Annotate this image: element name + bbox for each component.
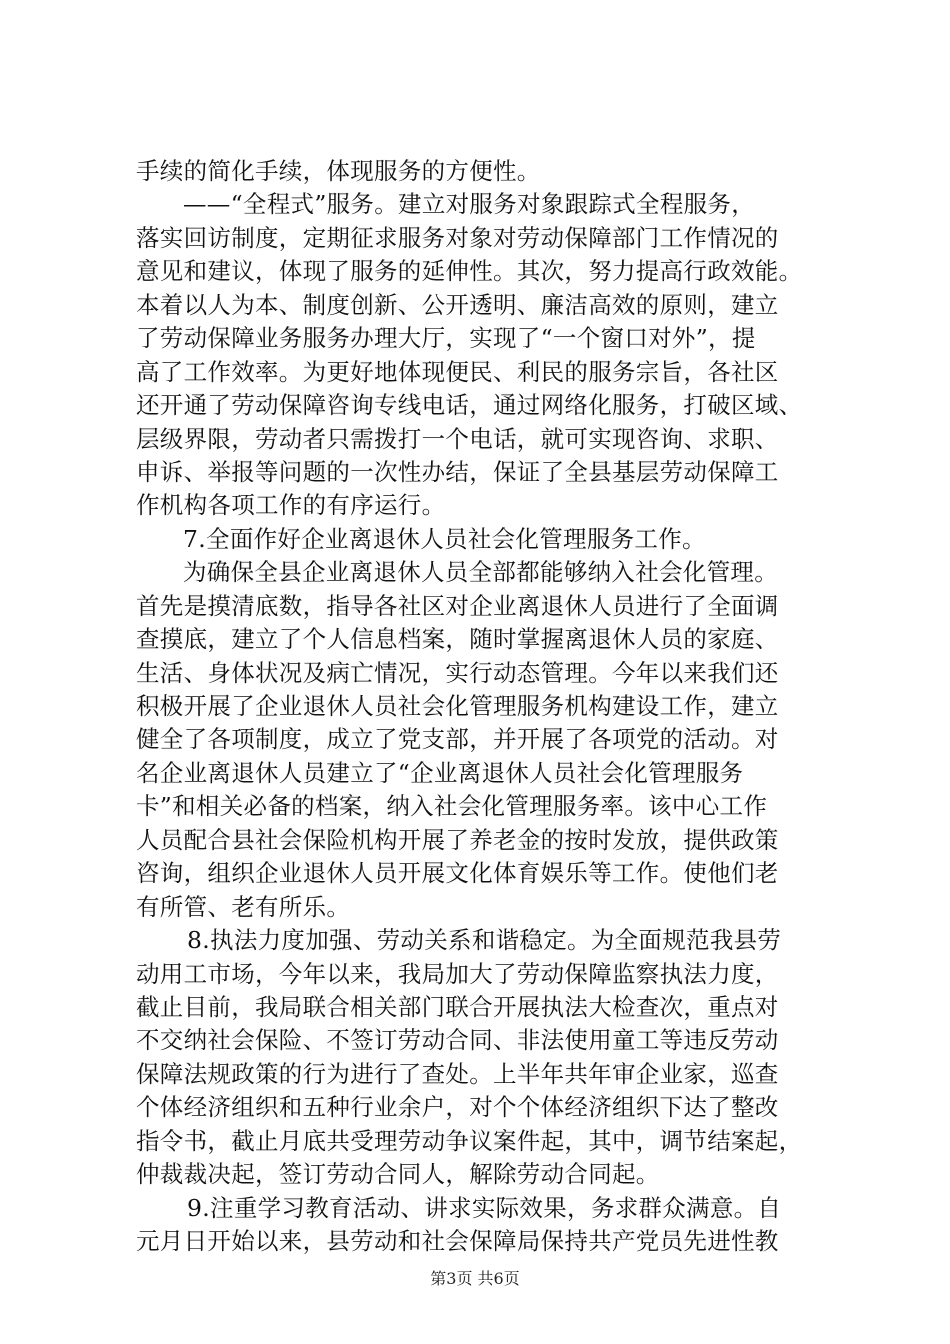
text-line: 生活、身体状况及病亡情况，实行动态管理。今年以来我们还	[136, 658, 779, 687]
text-line: 个体经济组织和五种行业余户，对个个体经济组织下达了整改	[136, 1093, 779, 1122]
text-line: 为确保全县企业离退休人员全部都能够纳入社会化管理。	[183, 558, 778, 587]
text-line: 保障法规政策的行为进行了查处。上半年共年审企业家，巡查	[136, 1059, 779, 1088]
text-line: 积极开展了企业退休人员社会化管理服务机构建设工作，建立	[136, 692, 779, 720]
text-line: 元月日开始以来，县劳动和社会保障局保持共产党员先进性教	[136, 1227, 779, 1255]
document-body	[136, 155, 836, 1258]
text-line: 7.全面作好企业离退休人员社会化管理服务工作。	[183, 524, 706, 553]
text-line: 本着以人为本、制度创新、公开透明、廉洁高效的原则，建立	[136, 290, 779, 319]
page-footer: 第3页 共6页	[430, 1269, 520, 1288]
text-line: 手续的简化手续，体现服务的方便性。	[136, 157, 541, 185]
text-line: 不交纳社会保险、不签订劳动合同、非法使用童工等违反劳动	[136, 1026, 779, 1055]
text-line: 有所管、老有所乐。	[136, 892, 351, 921]
text-line: 截止目前，我局联合相关部门联合开展执法大检查次，重点对	[136, 992, 779, 1021]
text-line: 指令书，截止月底共受理劳动争议案件起，其中，调节结案起，	[136, 1126, 803, 1155]
text-line: 动用工市场，今年以来，我局加大了劳动保障监察执法力度，	[136, 959, 779, 988]
text-line: 8.执法力度加强、劳动关系和谐稳定。为全面规范我县劳	[187, 926, 782, 955]
text-line: 卡”和相关必备的档案，纳入社会化管理服务率。该中心工作	[136, 792, 768, 821]
text-line: 申诉、举报等问题的一次性办结，保证了全县基层劳动保障工	[136, 457, 779, 486]
text-line: 了劳动保障业务服务办理大厅，实现了“一个窗口对外”，提	[136, 324, 756, 353]
text-line: 落实回访制度，定期征求服务对象对劳动保障部门工作情况的	[136, 223, 779, 252]
text-line: 咨询，组织企业退休人员开展文化体育娱乐等工作。使他们老	[136, 859, 779, 888]
text-line: 高了工作效率。为更好地体现便民、利民的服务宗旨，各社区	[136, 357, 779, 386]
text-line: 9.注重学习教育活动、讲求实际效果，务求群众满意。自	[187, 1193, 782, 1222]
text-line: 名企业离退休人员建立了“企业离退休人员社会化管理服务	[136, 758, 744, 787]
text-line: 作机构各项工作的有序运行。	[136, 491, 446, 520]
text-line: 仲裁裁决起，签订劳动合同人，解除劳动合同起。	[136, 1160, 660, 1189]
text-line: 人员配合县社会保险机构开展了养老金的按时发放，提供政策	[136, 825, 779, 854]
text-line: 层级界限，劳动者只需拨打一个电话，就可实现咨询、求职、	[136, 424, 779, 453]
text-line: 意见和建议，体现了服务的延伸性。其次，努力提高行政效能。	[136, 257, 803, 286]
text-line: 首先是摸清底数，指导各社区对企业离退休人员进行了全面调	[136, 591, 779, 620]
text-line: 还开通了劳动保障咨询专线电话，通过网络化服务，打破区域、	[136, 391, 803, 420]
text-line: ——“全程式”服务。建立对服务对象跟踪式全程服务，	[183, 190, 756, 219]
text-line: 健全了各项制度，成立了党支部，并开展了各项党的活动。对	[136, 725, 779, 754]
text-line: 查摸底，建立了个人信息档案，随时掌握离退休人员的家庭、	[136, 625, 779, 654]
